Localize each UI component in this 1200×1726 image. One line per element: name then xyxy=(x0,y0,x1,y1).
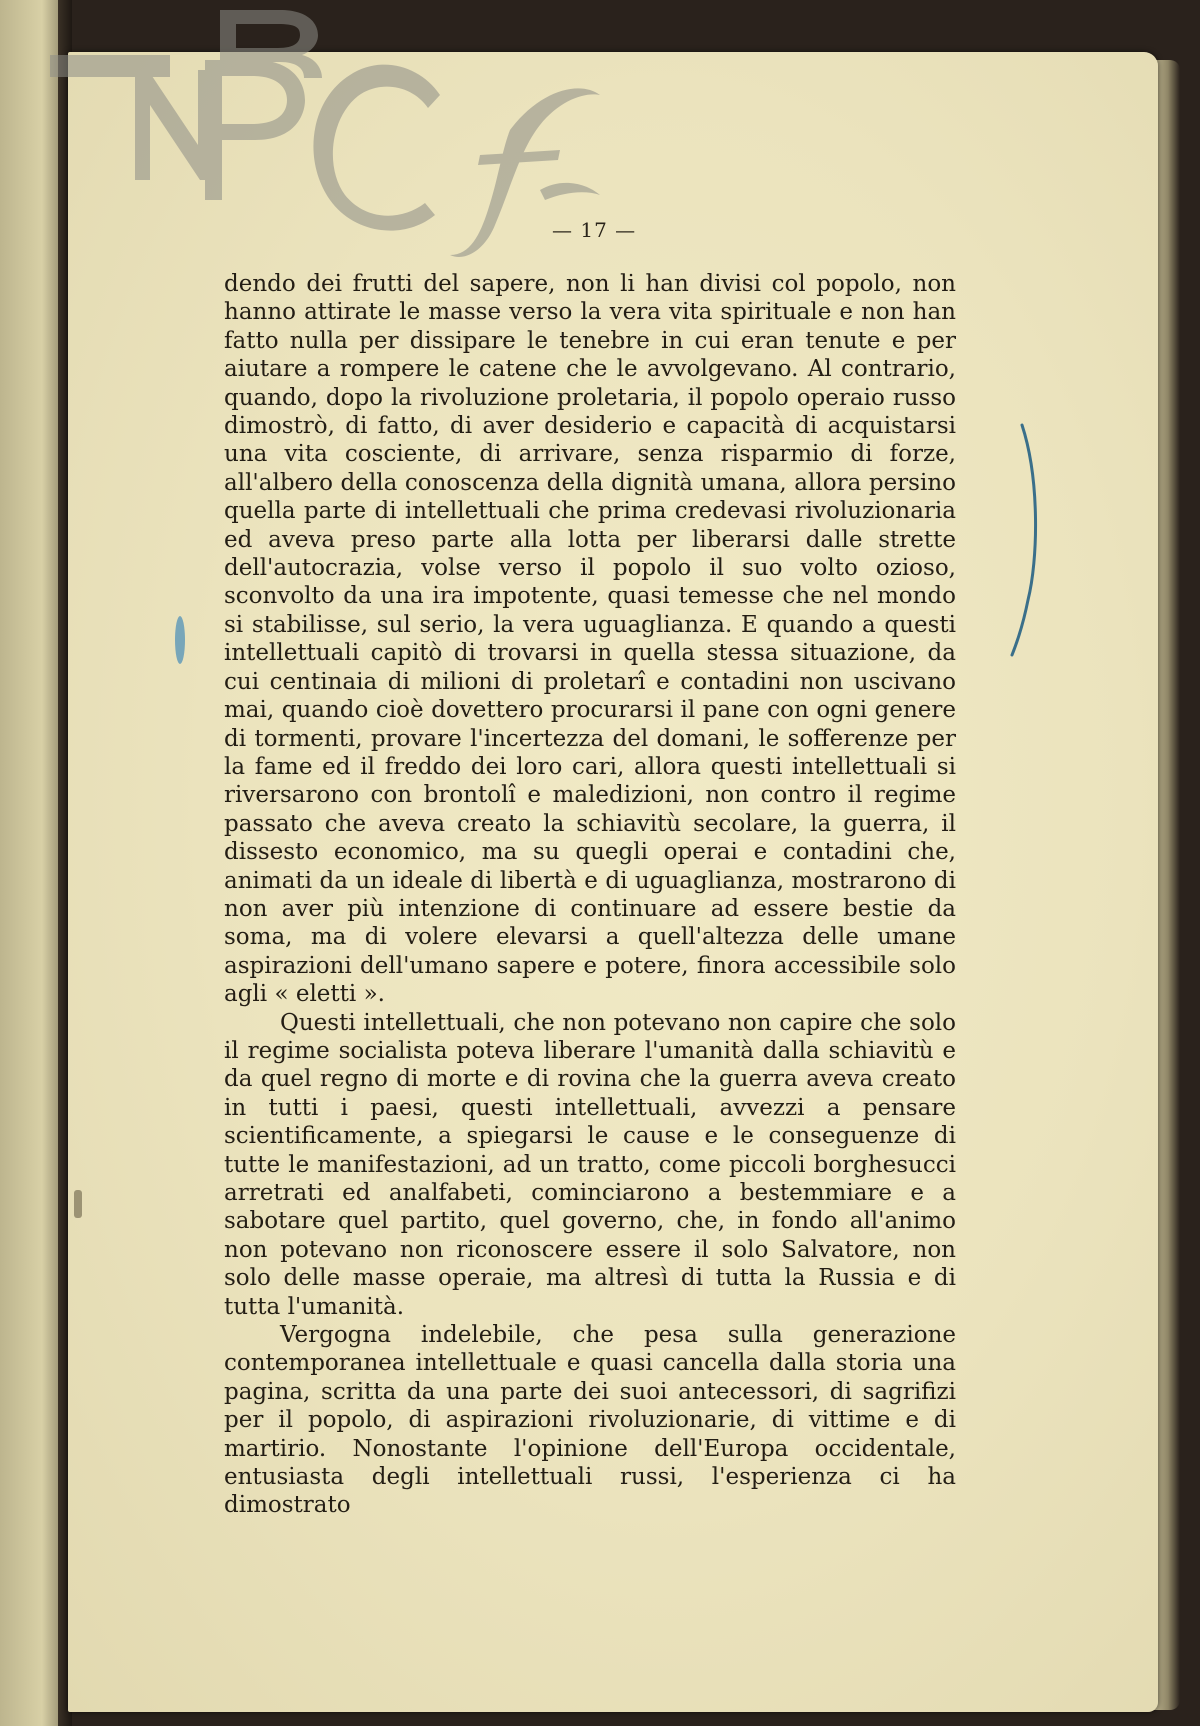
paragraph: Questi intellettuali, che non potevano non capire che solo il regime socialista poteva liberare l'umanità dalla schiavitù e da quel regno di morte e di rovina che la guerra aveva creato in tutti i paesi, questi intellettuali, avvezzi a pensare scientificamente, a spiegarsi le cause e le conseguenze di tutte le manifestazioni, ad un tratto, come piccoli borghesucci arretrati ed analfabeti, cominciarono a bestemmiare e a sabotare quel partito, quel governo, che, in fondo all'animo non potevano non riconoscere essere il solo Salvatore, non solo delle masse operaie, ma altresì di tutta la Russia e di tutta l'umanità. xyxy=(224,1009,956,1320)
paragraph: Vergogna indelebile, che pesa sulla generazione contemporanea intellettuale e quasi cancella dalla storia una pagina, scritta da una parte dei suoi antecessori, di sagrifizi per il popolo, di aspirazioni rivoluzionarie, di vittime e di martirio. Nonostante l'opinione dell'Europa occidentale, entusiasta degli intellettuali russi, l'esperienza ci ha dimostrato xyxy=(224,1322,956,1519)
pen-mark-left xyxy=(166,610,196,670)
spine-stain xyxy=(74,1190,82,1218)
body-text xyxy=(224,270,956,1520)
paragraph: dendo dei frutti del sapere, non li han divisi col popolo, non hanno attirate le masse verso la vera vita spirituale e non han fatto nulla per dissipare le tenebre in cui eran tenute e per aiutare a rompere le catene che le avvolgevano. Al contrario, quando, dopo la rivoluzione proletaria, il popolo operaio russo dimostrò, di fatto, di aver desiderio e capacità di acquistarsi una vita cosciente, di arrivare, senza risparmio di forze, all'albero della conoscenza della dignità umana, allora persino quella parte di intellettuali che prima credevasi rivoluzionaria ed aveva preso parte alla lotta per liberarsi dalle strette dell'autocrazia, volse verso il popolo il suo volto ozioso, sconvolto da una ira impotente, quasi temesse che nel mondo si stabilisse, sul serio, la vera uguaglianza. E quando a questi intellettuali capitò di trovarsi in quella stessa situazione, da cui centinaia di milioni di proletarî e contadini non uscivano mai, quando cioè dovettero procurarsi il pane con ogni genere di tormenti, provare l'incertezza del domani, le sofferenze per la fame ed il freddo dei loro cari, allora questi intellettuali si riversarono con brontolî e maledizioni, non contro il regime passato che aveva creato la schiavitù secolare, la guerra, il dissesto economico, ma su quegli operai e contadini che, animati da un ideale di libertà e di uguaglianza, mostrarono di non aver più intenzione di continuare ad essere bestie da soma, ma di volere elevarsi a quell'altezza delle umane aspirazioni dell'umano sapere e potere, finora accessibile solo agli « eletti ». xyxy=(224,271,956,1008)
pen-mark-right xyxy=(1000,420,1050,660)
page-number: — 17 — xyxy=(552,218,637,242)
